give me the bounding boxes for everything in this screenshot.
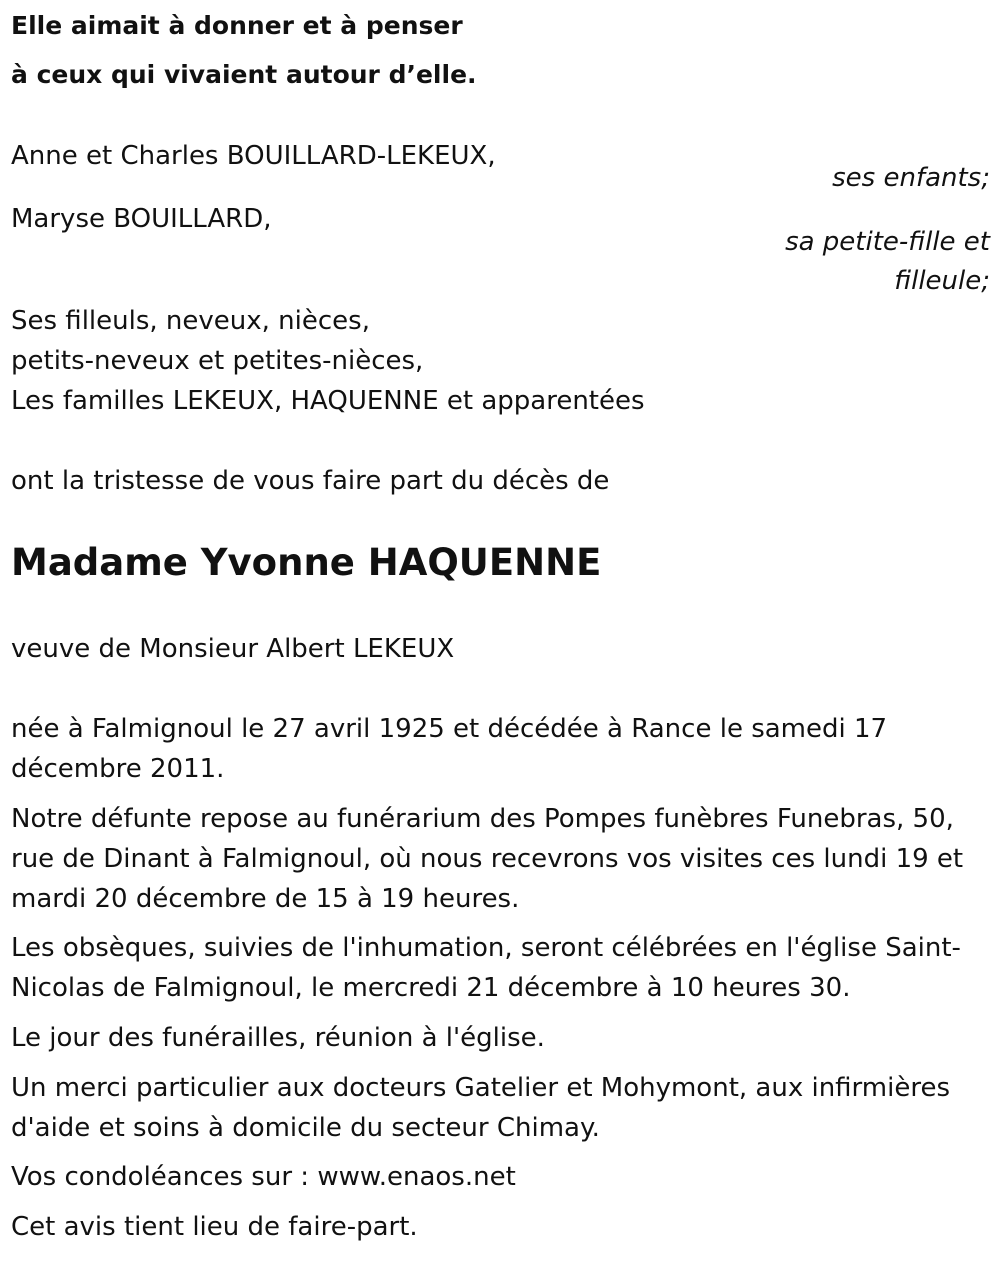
intro-line-1: Elle aimait à donner et à penser (11, 11, 463, 40)
others-line-3: Les familles LEKEUX, HAQUENNE et apparentées (11, 386, 645, 416)
thanks-paragraph: Un merci particulier aux docteurs Gatelier et Mohymont, aux infirmières d'aide et soins à domicile du secteur Chimay. (11, 1073, 950, 1143)
birth-death-paragraph: née à Falmignoul le 27 avril 1925 et décédée à Rance le samedi 17 décembre 2011. (11, 714, 888, 784)
announcement: ont la tristesse de vous faire part du décès de (11, 466, 610, 496)
others-line-2: petits-neveux et petites-nièces, (11, 346, 424, 376)
granddaughter-role-line-2: filleule; (894, 266, 990, 296)
condolences-paragraph: Vos condoléances sur : www.enaos.net (11, 1162, 516, 1192)
granddaughter-name: Maryse BOUILLARD, (11, 204, 272, 234)
deceased-name: Madame Yvonne HAQUENNE (11, 541, 602, 584)
repose-paragraph: Notre défunte repose au funérarium des Pompes funèbres Funebras, 50, rue de Dinant à Falmignoul, où nous recevrons vos visites ces lundi 19 et mardi 20 décembre de 15 à 19 heures. (11, 804, 964, 914)
meeting-paragraph: Le jour des funérailles, réunion à l'église. (11, 1023, 545, 1053)
funeral-paragraph: Les obsèques, suivies de l'inhumation, seront célébrées en l'église Saint-Nicolas de Falmignoul, le mercredi 21 décembre à 10 heures 30. (11, 933, 961, 1003)
others-line-1: Ses filleuls, neveux, nièces, (11, 306, 370, 336)
widow-of: veuve de Monsieur Albert LEKEUX (11, 634, 455, 664)
notice-paragraph: Cet avis tient lieu de faire-part. (11, 1212, 418, 1242)
intro-line-2: à ceux qui vivaient autour d’elle. (11, 60, 477, 89)
granddaughter-role-line-1: sa petite-fille et (785, 227, 990, 257)
children-role: ses enfants; (832, 163, 990, 193)
children-names: Anne et Charles BOUILLARD-LEKEUX, (11, 141, 496, 171)
